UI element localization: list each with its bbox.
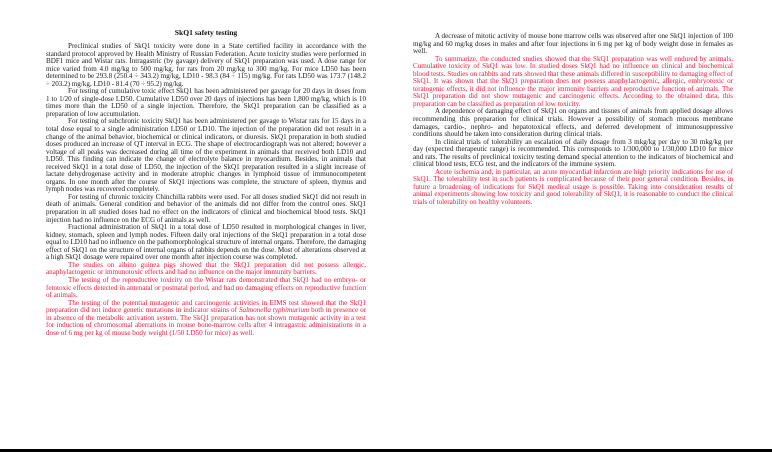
paragraph-acute-toxicity: Preclinical studies of SkQ1 toxicity were done in a State certified facility in accordance with the standard protocol approved by Health Ministry of Russian Federation. Acute toxicity studies were performed in BDF1 mice and Wistar rats. Intragastric (by gavage) delivery of SkQ1 preparation was used. A dose range for mice varied from 4.0 mg/kg to 500 mg/kg, for rats from 20 mg/kg to 300 mg/kg. For mice LD50 has been determined to be 293.8 (250.4 ÷ 343.2) mg/kg, LD10 - 98.3 (84 ÷ 115) mg/kg. For rats LD50 was 173.7 (148.2 ÷ 203.2) mg/kg, LD10 - 81.4 (70 ÷ 95.2) mg/kg. [46,42,366,88]
mutagenic-text-after: both in presence or in absence of the metabolic activation system. The SkQ1 preparation has not shown mutagenic activity in a test for induction of chromosomal aberrations in mouse bone-marrow cells after 4 intragastric administrations in a dose of 6 mg per kg of mouse body weight (1/50 LD50 for mice) as well. [46,306,367,337]
species-name: Salmonella typhimurium [238,306,310,315]
paragraph-guinea-pig-studies: The studies on albino guinea pigs showed that the SkQ1 preparation did not possess allergic, anaphylactogenic or immunotoxic effects and had no influence on the major immunity barriers. [46,260,366,277]
paragraph-dose-dependence: A dependence of damaging effect of SkQ1 on organs and tissues of animals from applied dosage allows recommending this preparation for clinical trials. However a possibility of stomach mucous membrane damages, cardio-, nephro- and hepatotoxical effects, and deferred development of immunosuppressive conditions should be taken into consideration during clinical trials. [413,107,733,139]
paragraph-acute-ischemia: Acute ischemia and, in particular, an acute myocardial infarction are high priority indications for use of SkQ1. The tolerability test in such patients is complicated because of their poor general condition. Besides, in future a broadening of indications for SkQ1 medical usage is possible. Taking into consideration results of animal experiments showing low toxicity and good tolerability of SkQ1, it is reasonable to conduct the clinical trials of tolerability on healthy volunteers. [413,167,733,207]
paragraph-mutagenic-testing [46,300,366,338]
document-title: SkQ1 safety testing [174,28,238,37]
left-column [46,29,366,337]
paragraph-mitotic-activity: A decrease of mitotic activity of mouse bone marrow cells was observed after one SkQ1 injection of 100 mg/kg and 60 mg/kg doses in males and after four injections in 6 mg per kg of body weight dose in females as well. [413,32,733,56]
paragraph-summary: To summarize, the conducted studies showed that the SkQ1 preparation was well endured by animals. Cumulative toxicity of SkQ1 was low. In studied doses SkQ1 had no influence on clinical and biochemical blood tests. Studies on rabbits and rats showed that these animals differed in susceptibility to damaging effect of SkQ1. It was shown that the SkQ1 preparation does not possess anaphylactogenic, allergic, embryotoxic or teratogenic effects, it did not influence the major immunity barriers and reproductive function of animals. The SkQ1 preparation did not show mutagenic and carcinogenic effects. According to the obtained data, this preparation can be classified as preparation of low toxicity. [413,54,733,108]
paragraph-reproductive-toxicity: The testing of the reproductive toxicity on the Wistar rats demonstrated that SkQ1 had no embryo- or fetotoxic effects detected in antenatal or postnatal period, and had no damaging effects on reproductive function of animals. [46,275,366,300]
paragraph-cumulative-toxicity: For testing of cumulative toxic effect SkQ1 has been administered per gavage for 20 days in doses from 1 to 1/20 of single-dose LD50. Cumulative LD50 over 20 days of injections has been 1,800 mg/kg, which is 10 times more than the LD50 of a single injection. Therefore, the SkQ1 preparation can be classified as a preparation of low accumulation. [46,87,366,118]
right-column [413,33,733,207]
paragraph-clinical-tolerability: In clinical trials of tolerability an escalation of daily dosage from 3 mkg/kg per day to 30 mkg/kg per day (expected therapeutic range) is recommended. This corresponds to 1/300,000 to 1/30,000 LD10 for mice and rats. The results of preclinical toxicity testing demand special attention to the indicators of biochemical and clinical blood tests, ECG test, and the indicators of the immune system. [413,137,733,169]
paragraph-chronic-toxicity: For testing of chronic toxicity Chinchilla rabbits were used. For all doses studied SkQ1 did not result in death of animals. General condition and behavior of the animals did not differ from the control ones. SkQ1 preparation in all studied doses had no effect on the indicators of clinical and biochemical blood tests. SkQ1 injection had no influence on the ECG of animals as well. [46,192,366,224]
paragraph-subchronic-toxicity: For testing of subchronic toxicity SkQ1 has been administered per gavage to Wistar rats for 15 days in a total dose equal to a single administration LD50 or LD10. The injection of the preparation did not result in a change of the animal behavior, biochemical or clinical indicators, or diuresis. SkQ1 preparation in both studied doses produced an increase of QT interval in ECG. The shape of electrocardiograph was not altered; however a voltage of all peaks was decreased during all time of the experiment in animals that received both LD10 and LD50. This finding can indicate the change of electrolyte balance in myocardium. Besides, in animals that received SkQ1 in a total dose of LD50, the injection of the SkQ1 preparation resulted in a slight increase of lactate dehydrogenase activity and in moderate atrophic changes in lymphoid tissue of immunocompetent organs. In one month after the course of SkQ1 injections was complete, the structure of spleen, thymus and lymph nodes was recovered completely. [46,117,366,194]
mutagenic-text-before: The testing of the potential mutagenic and carcinogenic activities in EIMS test showed that the SkQ1 preparation did not induce genetic mutations in indicator strains of [46,298,366,315]
paragraph-fractional-administration: Fractional administration of SkQ1 in a total dose of LD50 resulted in morphological changes in liver, kidney, stomach, spleen and lymph nodes. Fifteen daily oral injections of the SkQ1 preparation in a total dose equal to LD10 had no influence on the pathomorphological structure of internal organs. Therefore, the damaging effect of SkQ1 on the structure of internal organs of rabbits depends on the dose. Most of alterations observed at a high SkQ1 dosage were repaired over one month after injection course was completed. [46,223,366,262]
